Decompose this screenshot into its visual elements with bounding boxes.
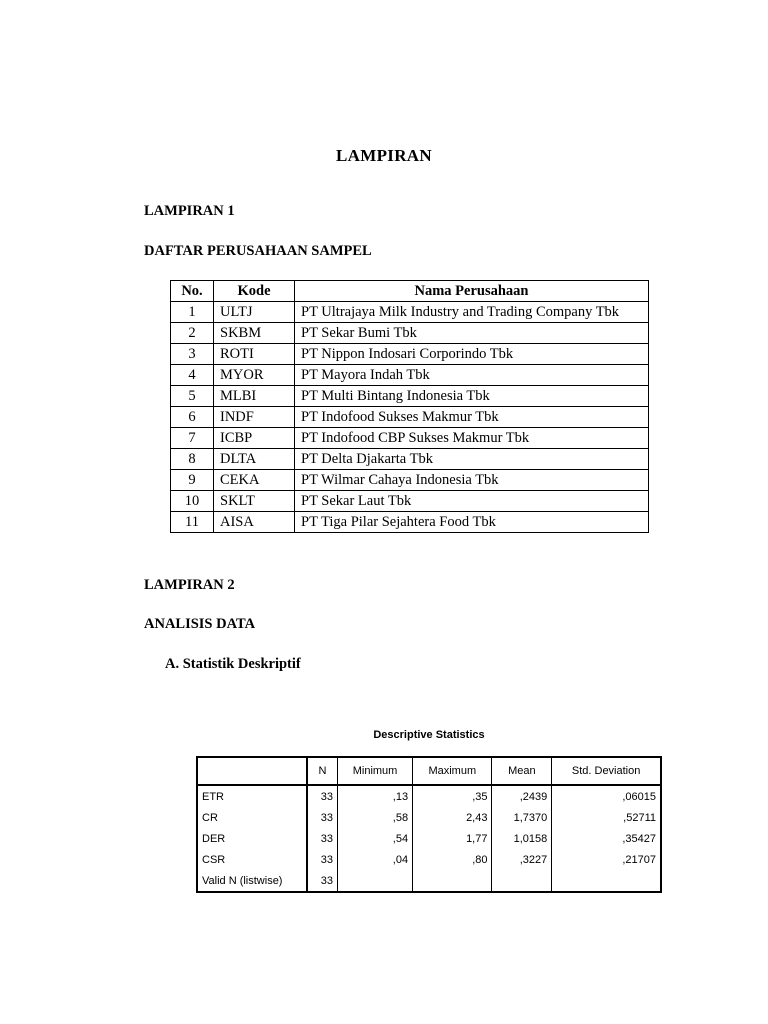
cell-std-deviation: ,06015: [552, 785, 661, 807]
cell-minimum: ,58: [337, 807, 412, 828]
table-row: [171, 428, 649, 449]
cell-no: 6: [171, 407, 214, 428]
cell-no: 3: [171, 344, 214, 365]
cell-kode: SKBM: [214, 323, 295, 344]
cell-n: 33: [307, 807, 337, 828]
table-row: [171, 512, 649, 533]
cell-variable: Valid N (listwise): [197, 870, 307, 892]
table-row: [171, 449, 649, 470]
cell-minimum: ,04: [337, 849, 412, 870]
table-header-row: [197, 757, 661, 785]
col-header-stub: [197, 757, 307, 785]
col-header-kode: Kode: [214, 281, 295, 302]
cell-kode: DLTA: [214, 449, 295, 470]
col-header-maximum: Maximum: [413, 757, 492, 785]
company-sample-table: [170, 280, 649, 533]
cell-kode: ICBP: [214, 428, 295, 449]
daftar-perusahaan-heading: DAFTAR PERUSAHAAN SAMPEL: [144, 243, 372, 259]
col-header-minimum: Minimum: [337, 757, 412, 785]
cell-kode: MLBI: [214, 386, 295, 407]
table-row: [171, 491, 649, 512]
cell-kode: INDF: [214, 407, 295, 428]
cell-maximum: 2,43: [413, 807, 492, 828]
cell-n: 33: [307, 870, 337, 892]
cell-kode: SKLT: [214, 491, 295, 512]
cell-n: 33: [307, 785, 337, 807]
cell-nama: PT Wilmar Cahaya Indonesia Tbk: [295, 470, 649, 491]
cell-no: 4: [171, 365, 214, 386]
cell-nama: PT Sekar Laut Tbk: [295, 491, 649, 512]
cell-maximum: ,35: [413, 785, 492, 807]
lampiran-1-heading: LAMPIRAN 1: [144, 203, 235, 219]
cell-kode: MYOR: [214, 365, 295, 386]
cell-nama: PT Indofood CBP Sukses Makmur Tbk: [295, 428, 649, 449]
descriptive-statistics-table: [196, 756, 662, 893]
cell-mean: 1,0158: [492, 828, 552, 849]
cell-mean: ,3227: [492, 849, 552, 870]
table-row: [197, 828, 661, 849]
cell-nama: PT Tiga Pilar Sejahtera Food Tbk: [295, 512, 649, 533]
cell-no: 10: [171, 491, 214, 512]
cell-maximum: ,80: [413, 849, 492, 870]
table-row: [171, 407, 649, 428]
cell-nama: PT Indofood Sukses Makmur Tbk: [295, 407, 649, 428]
table-row: [171, 302, 649, 323]
analisis-data-heading: ANALISIS DATA: [144, 616, 256, 632]
cell-kode: ULTJ: [214, 302, 295, 323]
cell-no: 1: [171, 302, 214, 323]
cell-nama: PT Nippon Indosari Corporindo Tbk: [295, 344, 649, 365]
cell-no: 5: [171, 386, 214, 407]
cell-std-deviation: [552, 870, 661, 892]
cell-no: 8: [171, 449, 214, 470]
cell-nama: PT Multi Bintang Indonesia Tbk: [295, 386, 649, 407]
cell-nama: PT Mayora Indah Tbk: [295, 365, 649, 386]
cell-nama: PT Sekar Bumi Tbk: [295, 323, 649, 344]
table-row: [171, 365, 649, 386]
table-row: [171, 470, 649, 491]
cell-no: 2: [171, 323, 214, 344]
cell-n: 33: [307, 828, 337, 849]
cell-std-deviation: ,52711: [552, 807, 661, 828]
table-row: [171, 386, 649, 407]
cell-minimum: ,54: [337, 828, 412, 849]
page-title: LAMPIRAN: [336, 146, 432, 165]
cell-maximum: [413, 870, 492, 892]
descriptive-statistics-title: Descriptive Statistics: [373, 729, 485, 741]
cell-minimum: [337, 870, 412, 892]
cell-mean: 1,7370: [492, 807, 552, 828]
table-row: [197, 849, 661, 870]
table-header-row: [171, 281, 649, 302]
table-row: [197, 785, 661, 807]
cell-variable: CR: [197, 807, 307, 828]
table-row: [171, 323, 649, 344]
cell-maximum: 1,77: [413, 828, 492, 849]
col-header-no: No.: [171, 281, 214, 302]
cell-no: 11: [171, 512, 214, 533]
cell-nama: PT Ultrajaya Milk Industry and Trading Company Tbk: [295, 302, 649, 323]
cell-std-deviation: ,21707: [552, 849, 661, 870]
cell-minimum: ,13: [337, 785, 412, 807]
col-header-n: N: [307, 757, 337, 785]
cell-mean: [492, 870, 552, 892]
table-row: [171, 344, 649, 365]
col-header-mean: Mean: [492, 757, 552, 785]
cell-variable: ETR: [197, 785, 307, 807]
col-header-std-deviation: Std. Deviation: [552, 757, 661, 785]
cell-kode: ROTI: [214, 344, 295, 365]
cell-n: 33: [307, 849, 337, 870]
lampiran-2-heading: LAMPIRAN 2: [144, 577, 235, 593]
statistik-deskriptif-heading: A. Statistik Deskriptif: [165, 656, 301, 672]
cell-nama: PT Delta Djakarta Tbk: [295, 449, 649, 470]
cell-mean: ,2439: [492, 785, 552, 807]
cell-no: 7: [171, 428, 214, 449]
cell-variable: DER: [197, 828, 307, 849]
cell-kode: AISA: [214, 512, 295, 533]
cell-variable: CSR: [197, 849, 307, 870]
cell-std-deviation: ,35427: [552, 828, 661, 849]
cell-no: 9: [171, 470, 214, 491]
table-row: [197, 870, 661, 892]
cell-kode: CEKA: [214, 470, 295, 491]
col-header-nama: Nama Perusahaan: [295, 281, 649, 302]
table-row: [197, 807, 661, 828]
